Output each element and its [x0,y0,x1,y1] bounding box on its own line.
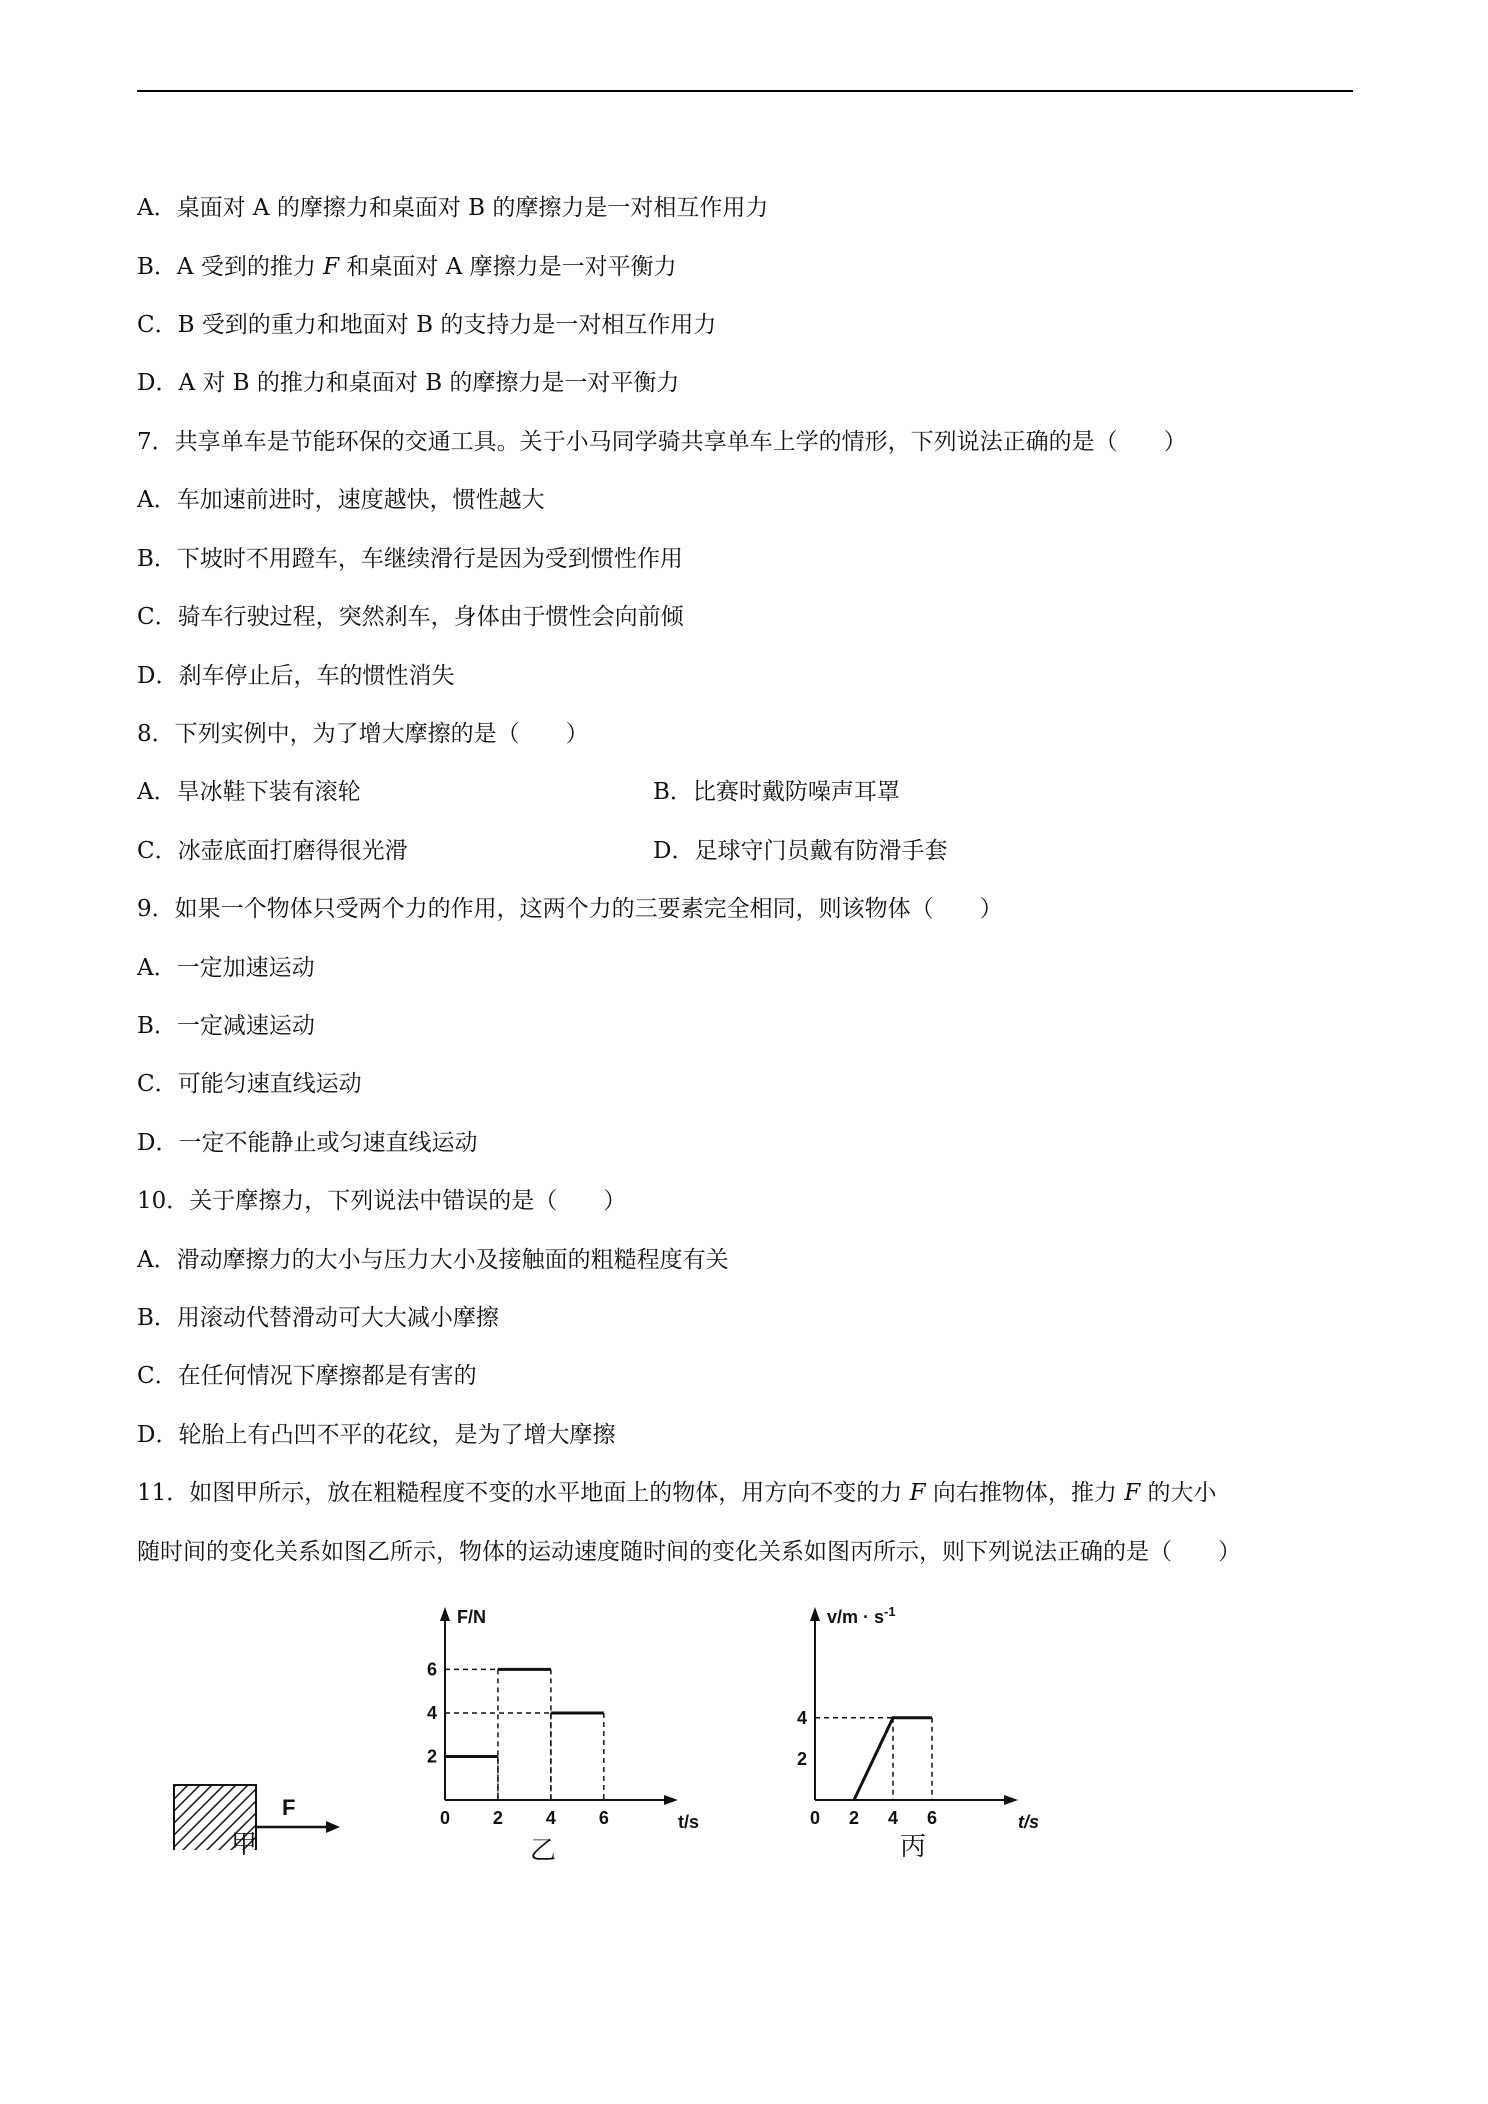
q7-option-a: A．车加速前进时，速度越快，惯性越大 [137,487,545,513]
hatch-line [140,1785,164,1850]
chart-velocity-time [770,1595,1050,1845]
hatch-line [262,1785,332,1850]
hatch-line [142,1785,212,1850]
q11-stem-text2: 向右推物体，推力 [932,1480,1117,1506]
force-label: F [282,1795,296,1820]
q8-option-a: A．旱冰鞋下装有滚轮 [137,779,361,805]
q10-option-b: B．用滚动代替滑动可大大减小摩擦 [137,1305,499,1331]
q9-stem: 9．如果一个物体只受两个力的作用，这两个力的三要素完全相同，则该物体（ ） [137,896,1003,922]
q7-option-b: B．下坡时不用蹬车，车继续滑行是因为受到惯性作用 [137,546,683,572]
q9-option-a: A．一定加速运动 [137,955,315,981]
chart-force-time [400,1595,720,1845]
y-tick-label: 4 [426,1702,437,1723]
q7-option-d: D．刹车停止后，车的惯性消失 [137,663,455,689]
hatch-line [140,1785,176,1850]
q10-option-d: D．轮胎上有凸凹不平的花纹，是为了增大摩擦 [137,1422,616,1448]
q9-option-d: D．一定不能静止或匀速直线运动 [137,1130,478,1156]
q11-stem-text1: 11．如图甲所示，放在粗糙程度不变的水平地面上的物体，用方向不变的力 [137,1480,903,1506]
y-tick-label: 6 [426,1659,437,1680]
q6-option-b-force: F [323,254,340,280]
hatch-line [286,1785,356,1850]
x-tick-label: 0 [809,1808,821,1828]
q8-stem: 8．下列实例中，为了增大摩擦的是（ ） [137,721,589,747]
x-tick-label: 2 [848,1808,860,1828]
y-axis-arrow [810,1607,820,1621]
q8-option-c: C．冰壶底面打磨得很光滑 [137,838,408,864]
caption-jia: 甲 [231,1830,258,1860]
hatch-line [154,1785,224,1850]
x-axis-label: t/s [1018,1812,1040,1832]
y-tick-label: 2 [426,1746,437,1767]
q11-stem-line1 [137,1478,1216,1508]
y-axis-label-superscript: -1 [884,1604,896,1619]
figure-jia [140,1590,370,1850]
y-axis-label: F/N [457,1607,486,1627]
hatch-line [166,1785,236,1850]
q6-option-b-text2: 和桌面对 A 摩擦力是一对平衡力 [346,254,677,280]
x-axis-arrow [1004,1795,1018,1805]
y-axis-arrow [440,1607,450,1621]
force-arrow-head [326,1821,340,1833]
q9-option-c: C．可能匀速直线运动 [137,1071,362,1097]
q11-stem-line2: 随时间的变化关系如图乙所示，物体的运动速度随时间的变化关系如图丙所示，则下列说法正确的是（ ） [137,1539,1241,1565]
q6-option-c: C．B 受到的重力和地面对 B 的支持力是一对相互作用力 [137,312,717,338]
q8-option-b: B．比赛时戴防噪声耳罩 [653,779,900,805]
q10-option-c: C．在任何情况下摩擦都是有害的 [137,1363,477,1389]
y-tick-label: 2 [796,1748,807,1769]
q7-option-c: C．骑车行驶过程，突然刹车，身体由于惯性会向前倾 [137,604,684,630]
q7-stem: 7．共享单车是节能环保的交通工具。关于小马同学骑共享单车上学的情形，下列说法正确的是（ ） [137,429,1187,455]
q11-force-1: F [909,1480,926,1506]
q11-force-2: F [1124,1480,1141,1506]
q11-stem-text3: 的大小 [1147,1480,1217,1506]
q8-option-d: D．足球守门员戴有防滑手套 [653,838,948,864]
q9-option-b: B．一定减速运动 [137,1013,315,1039]
caption-yi: 乙 [530,1836,557,1866]
q6-option-b-text1: B．A 受到的推力 [137,254,316,280]
y-axis-label: $v/m \cdot s^{-1}$ [827,1604,896,1627]
q10-option-a: A．滑动摩擦力的大小与压力大小及接触面的粗糙程度有关 [137,1247,729,1273]
q6-option-a: A．桌面对 A 的摩擦力和桌面对 B 的摩擦力是一对相互作用力 [137,195,769,221]
y-tick-label: 4 [796,1707,807,1728]
x-tick-label: 6 [926,1808,938,1828]
x-axis-arrow [664,1795,678,1805]
x-tick-label: 6 [598,1808,609,1828]
x-tick-label: 0 [439,1808,451,1828]
q6-option-d: D．A 对 B 的推力和桌面对 B 的摩擦力是一对平衡力 [137,370,680,396]
x-tick-label: 4 [887,1808,899,1828]
q10-stem: 10．关于摩擦力，下列说法中错误的是（ ） [137,1188,627,1214]
x-tick-label: 2 [492,1808,503,1828]
x-axis-label: t/s [678,1812,700,1832]
x-tick-label: 4 [545,1808,556,1828]
header-rule [137,90,1353,92]
caption-bing: 丙 [900,1832,927,1862]
q6-option-b [137,252,677,282]
